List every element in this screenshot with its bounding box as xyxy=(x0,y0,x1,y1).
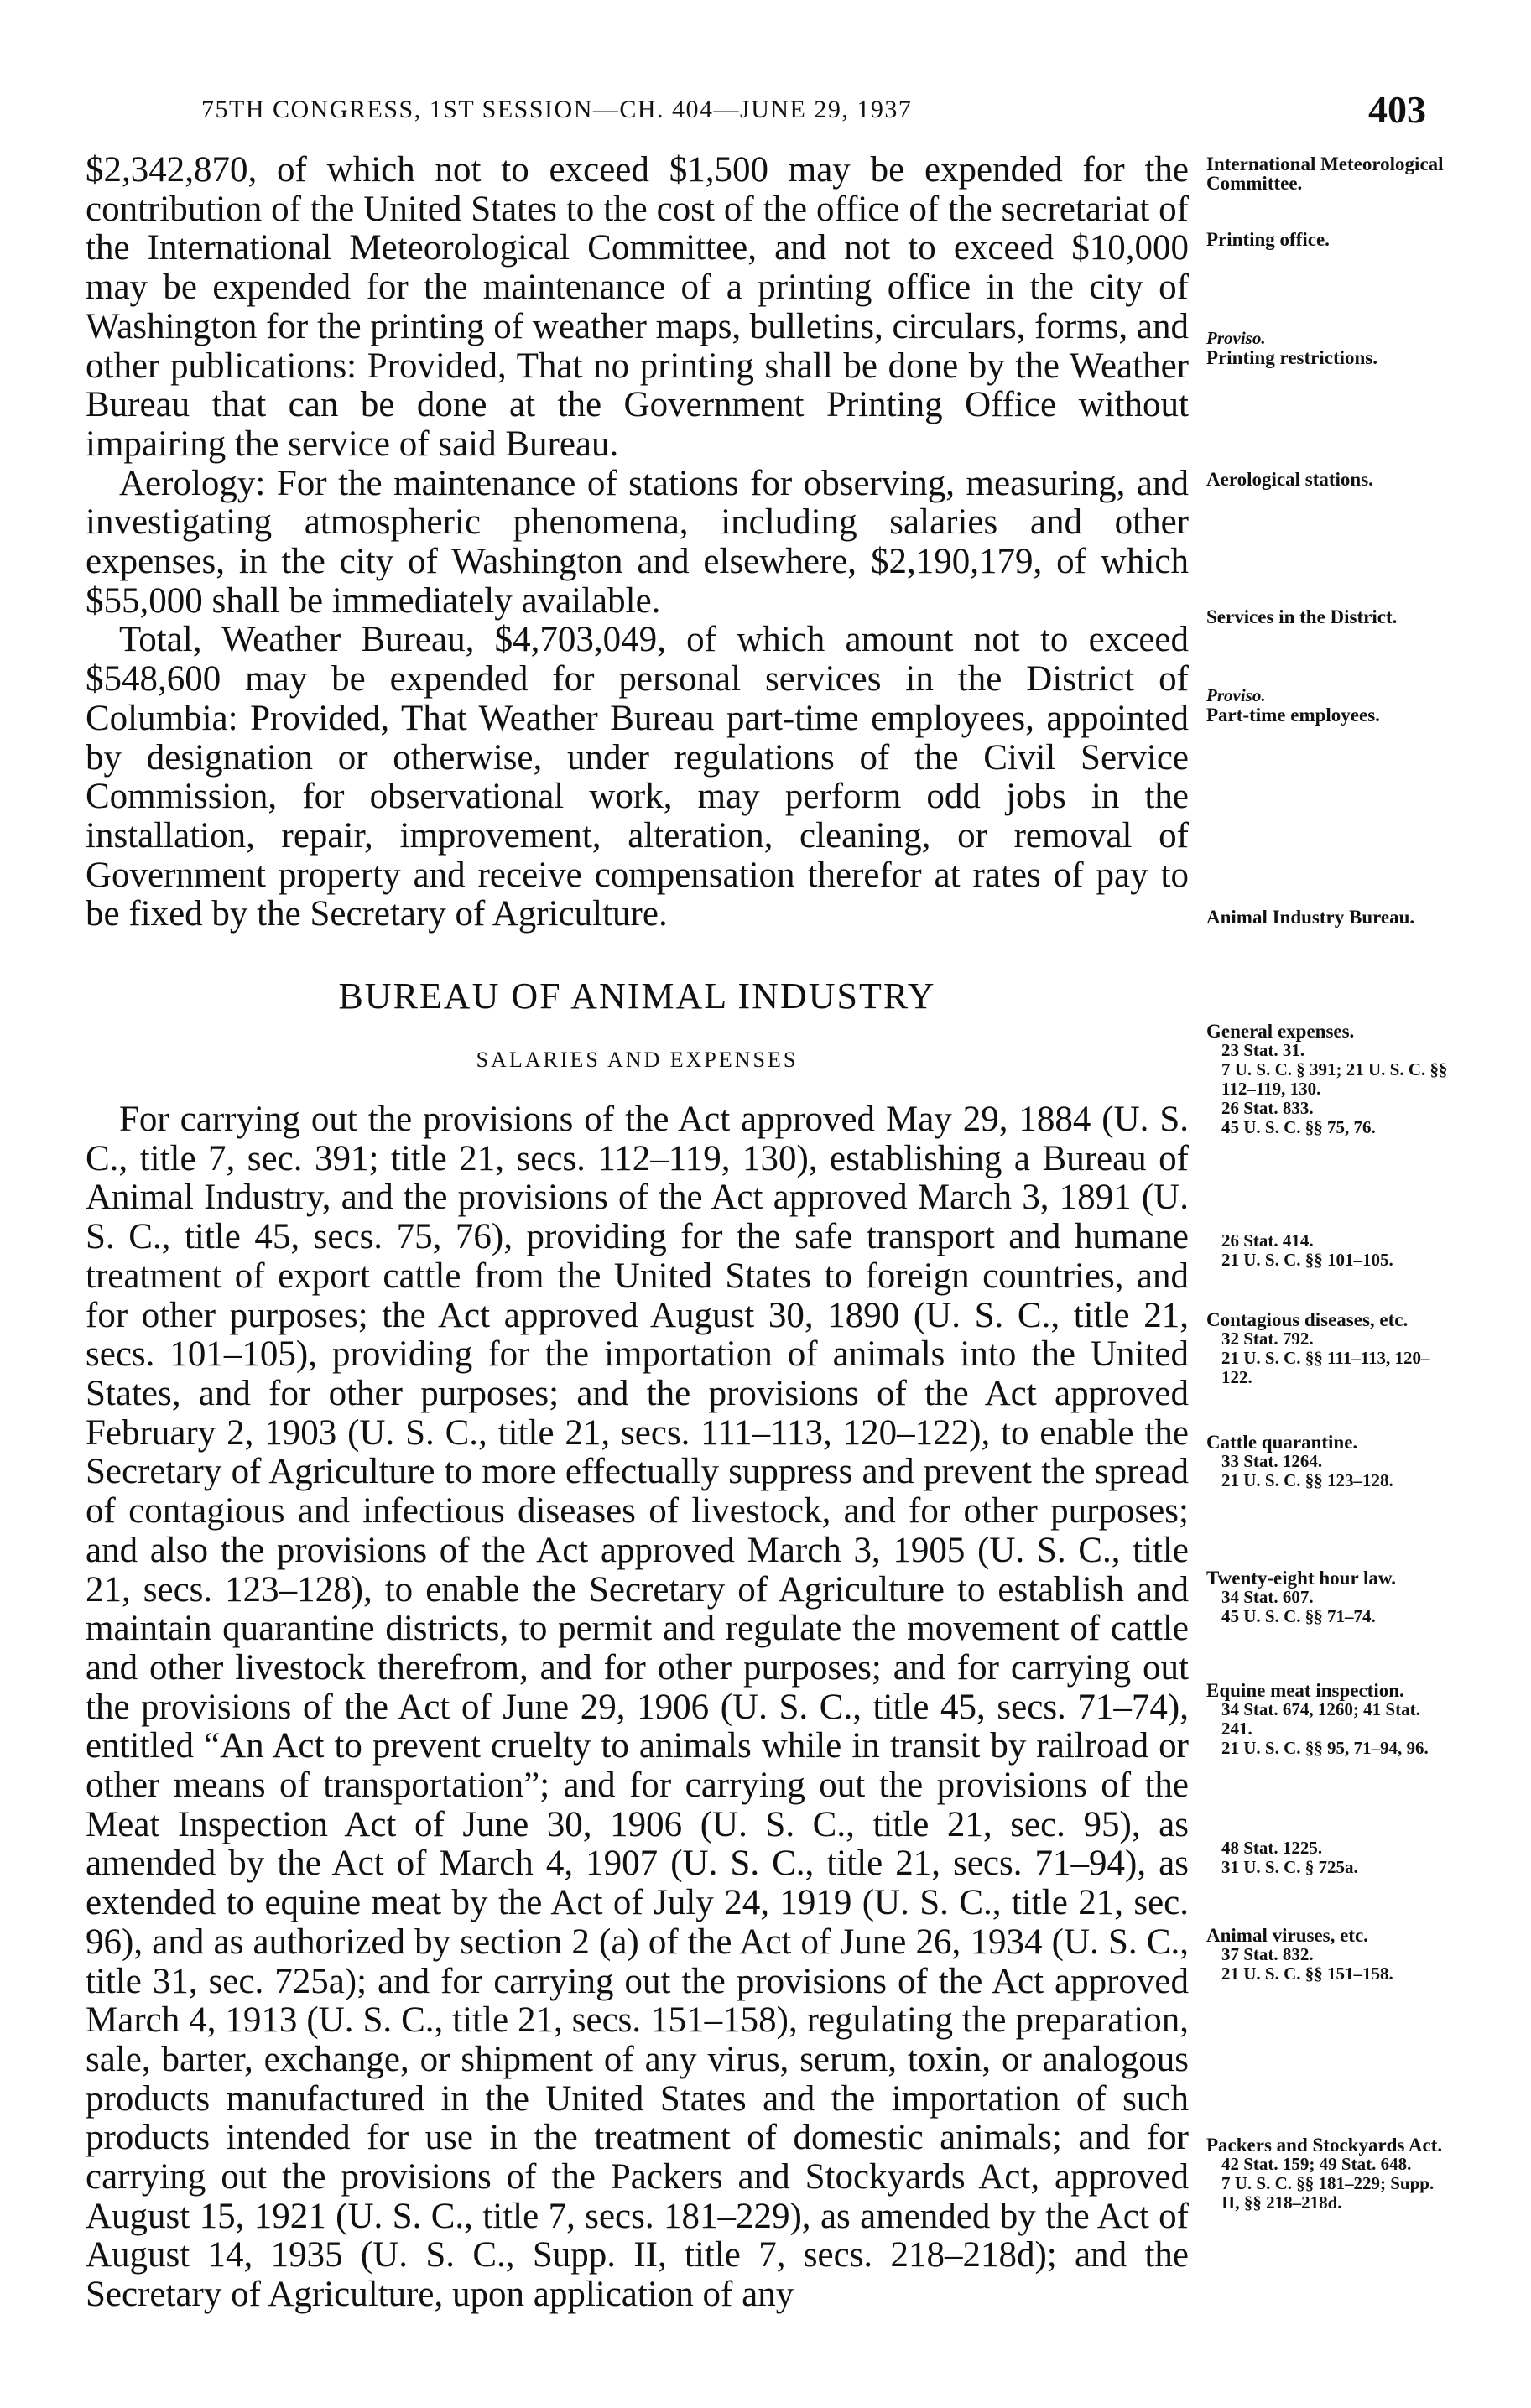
page-header xyxy=(201,87,1443,138)
paragraph-total-weather-bureau: Total, Weather Bureau, $4,703,049, of which amount not to exceed $548,600 may be expended for personal services in the District of Columbia: Provided, That Weather Bureau part-time employees, appointed by designation or otherwise, under regulations of the Civil Service Commission, for observational work, may perform odd jobs in the installation, repair, improvement, alteration, cleaning, or removal of Government property and receive compensation therefor at rates of pay to be fixed by the Secretary of Agriculture. xyxy=(86,620,1189,934)
margin-note-printing-office: Printing office. xyxy=(1206,229,1330,250)
margin-note-proviso-part-time: Proviso. Part-time employees. xyxy=(1206,685,1380,726)
paragraph-aerology: Aerology: For the maintenance of stations for observing, measuring, and investigating atmospheric phenomena, including salaries and other expenses, in the city of Washington and elsewhere, $2,190,179, of which $55,000 shall be immediately available. xyxy=(86,463,1189,621)
margin-note-export-cattle: 26 Stat. 414. 21 U. S. C. §§ 101–105. xyxy=(1221,1230,1393,1270)
main-text xyxy=(86,151,1189,2315)
margin-note-twenty-eight-hour: Twenty-eight hour law. 34 Stat. 607. 45 U. S. C. §§ 71–74. xyxy=(1206,1568,1396,1626)
margin-note-equine-meat: Equine meat inspection. 34 Stat. 674, 1260; 41 Stat. 241. 21 U. S. C. §§ 95, 71–94, 96. xyxy=(1206,1680,1429,1758)
margin-note-animal-viruses: Animal viruses, etc. 37 Stat. 832. 21 U. S. C. §§ 151–158. xyxy=(1206,1925,1393,1984)
margin-note-cattle-quarantine: Cattle quarantine. 33 Stat. 1264. 21 U. S. C. §§ 123–128. xyxy=(1206,1432,1393,1490)
margin-note-meteorological: International Meteorological Committee. xyxy=(1206,153,1444,194)
margin-note-general-expenses: General expenses. 23 Stat. 31. 7 U. S. C. § 391; 21 U. S. C. §§ 112–119, 130. 26 Stat. 833. 45 U. S. C. §§ 75, 76. xyxy=(1206,1021,1448,1137)
page-number: 403 xyxy=(1368,88,1426,131)
running-head: 75TH CONGRESS, 1ST SESSION—CH. 404—JUNE 29, 1937 xyxy=(201,96,913,123)
margin-note-contagious: Contagious diseases, etc. 32 Stat. 792. 21 U. S. C. §§ 111–113, 120–122. xyxy=(1206,1309,1430,1387)
bureau-heading: BUREAU OF ANIMAL INDUSTRY xyxy=(338,975,936,1017)
paragraph-animal-industry: For carrying out the provisions of the Act approved May 29, 1884 (U. S. C., title 7, sec. 391; title 21, secs. 112–119, 130), establishing a Bureau of Animal Industry, and the provisions of the Act approved March 3, 1891 (U. S. C., title 45, secs. 75, 76), providing for the safe transport and humane treatment of export cattle from the United States to foreign countries, and for other purposes; the Act approved August 30, 1890 (U. S. C., title 21, secs. 101–105), providing for the importation of animals into the United States, and for other purposes; and the provisions of the Act approved February 2, 1903 (U. S. C., title 21, secs. 111–113, 120–122), to enable the Secretary of Agriculture to more effectually suppress and prevent the spread of contagious and infectious diseases of livestock, and for other purposes; and also the provisions of the Act approved March 3, 1905 (U. S. C., title 21, secs. 123–128), to enable the Secretary of Agriculture to establish and maintain quarantine districts, to permit and regulate the movement of cattle and other livestock therefrom, and for other purposes; and for carrying out the provisions of the Act of June 29, 1906 (U. S. C., title 45, secs. 71–74), entitled “An Act to prevent cruelty to animals while in transit by railroad or other means of transportation”; and for carrying out the provisions of the Meat Inspection Act of June 30, 1906 (U. S. C., title 21, sec. 95), as amended by the Act of March 4, 1907 (U. S. C., title 21, secs. 71–94), as extended to equine meat by the Act of July 24, 1919 (U. S. C., title 21, sec. 96), and as authorized by section 2 (a) of the Act of June 26, 1934 (U. S. C., title 31, sec. 725a); and for carrying out the provisions of the Act approved March 4, 1913 (U. S. C., title 21, secs. 151–158), regulating the preparation, sale, barter, exchange, or shipment of any virus, serum, toxin, or analogous products manufactured in the United States and the importation of such products intended for use in the treatment of domestic animals; and for carrying out the provisions of the Packers and Stockyards Act, approved August 15, 1921 (U. S. C., title 7, secs. 181–229), as amended by the Act of August 14, 1935 (U. S. C., Supp. II, title 7, secs. 218–218d); and the Secretary of Agriculture, upon application of any xyxy=(86,1100,1189,2315)
paragraph-meteorological: $2,342,870, of which not to exceed $1,500 may be expended for the contribution of the United States to the cost of the office of the secretariat of the International Meteorological Committee, and not to exceed $10,000 may be expended for the maintenance of a printing office in the city of Washington for the printing of weather maps, bulletins, circulars, forms, and other publications: Provided, That no printing shall be done by the Weather Bureau that can be done at the Government Printing Office without impairing the service of said Bureau. xyxy=(86,150,1189,464)
margin-note-aerological: Aerological stations. xyxy=(1206,469,1373,490)
section-heading: SALARIES AND EXPENSES xyxy=(476,1048,799,1073)
margin-note-services-district: Services in the District. xyxy=(1206,606,1398,627)
margin-note-act-1934: 48 Stat. 1225. 31 U. S. C. § 725a. xyxy=(1221,1838,1358,1877)
margin-note-packers-stockyards: Packers and Stockyards Act. 42 Stat. 159; 49 Stat. 648. 7 U. S. C. §§ 181–229; Supp. II, §§ 218–218d. xyxy=(1206,2135,1443,2213)
margin-note-proviso-printing: Proviso. Printing restrictions. xyxy=(1206,328,1377,368)
margin-note-animal-industry: Animal Industry Bureau. xyxy=(1206,907,1415,928)
